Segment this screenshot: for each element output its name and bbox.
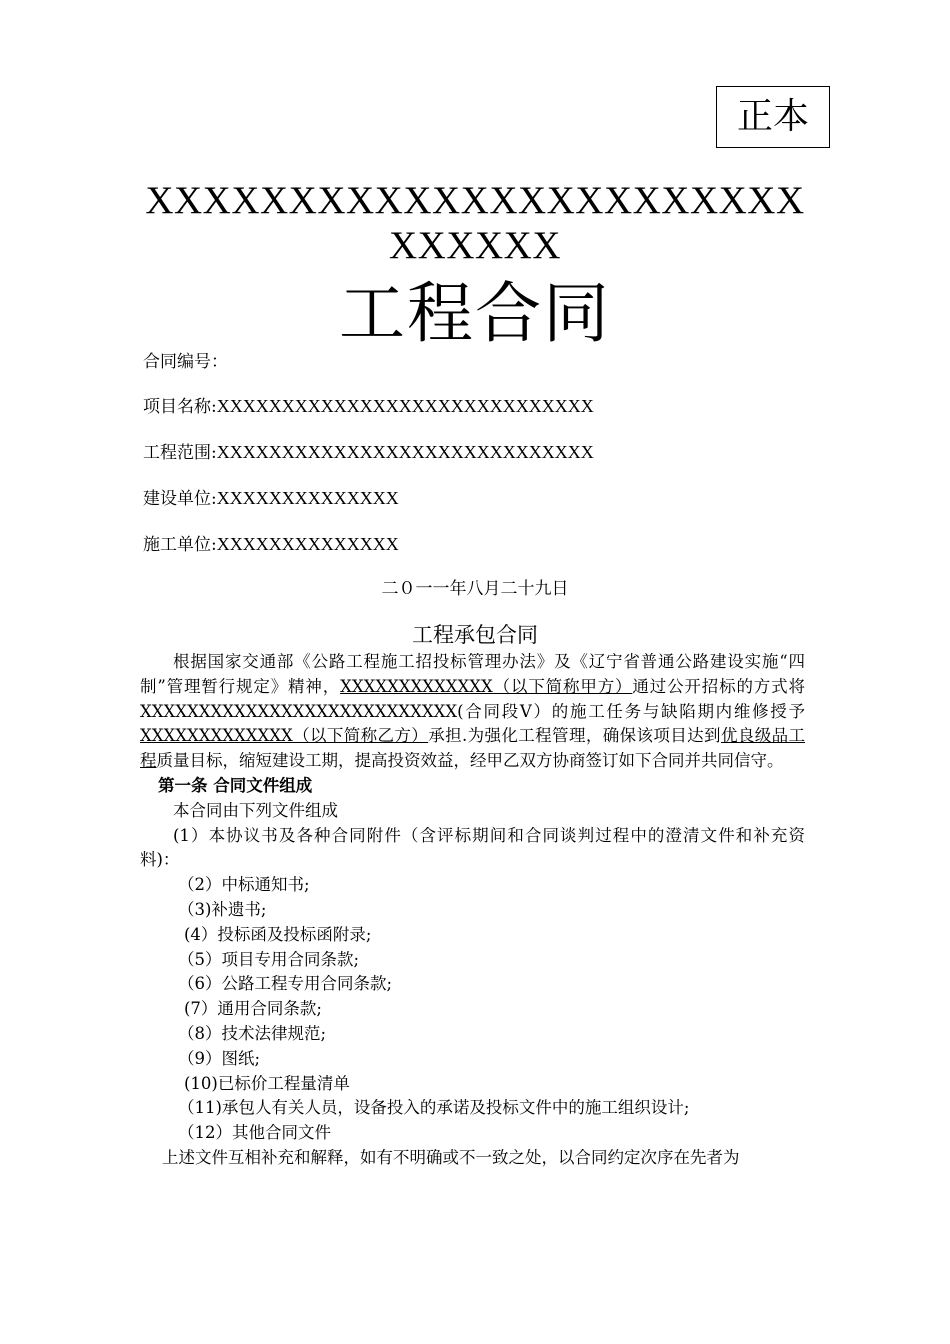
list-item: （3)补遗书; <box>178 899 267 919</box>
info-row-owner <box>143 487 399 510</box>
info-row-contractor <box>143 533 399 556</box>
list-item: （6）公路工程专用合同条款; <box>178 974 393 994</box>
list-item: （12）其他合同文件 <box>178 1123 331 1143</box>
list-item: (1）本协议书及各种合同附件（含评标期间和合同谈判过程中的澄清文件和补充资料)： <box>140 825 805 870</box>
project-title: XXXXXXXXXXXXXXXXXXXXXXXXXXXXX <box>145 179 805 267</box>
list-item: （5）项目专用合同条款; <box>178 949 360 969</box>
intro-text: 质量目标，缩短建设工期，提高投资效益，经甲乙双方协商签订如下合同并共同信守。 <box>156 751 784 771</box>
document-title: 工程合同 <box>339 275 611 352</box>
section-title: 工程承包合同 <box>412 623 538 647</box>
quality-target: 优良级品工程 <box>140 726 805 771</box>
list-item: （9）图纸; <box>178 1048 261 1068</box>
info-label: 建设单位: <box>143 489 217 509</box>
info-row-contract-no <box>143 350 228 373</box>
info-value: XXXXXXXXXXXXXXXXXXXXXXXXXXXXX <box>216 396 594 416</box>
info-value: XXXXXXXXXXXXXX <box>216 488 399 508</box>
list-item: （8）技术法律规范; <box>178 1023 327 1043</box>
party-a: XXXXXXXXXXXXX（以下简称甲方） <box>340 676 633 696</box>
list-item: (7）通用合同条款; <box>184 999 322 1019</box>
info-row-project-name <box>143 395 594 418</box>
article-heading: 第一条 合同文件组成 <box>158 775 313 795</box>
info-label: 项目名称: <box>143 397 217 417</box>
article-lead: 本合同由下列文件组成 <box>173 800 338 820</box>
info-label: 合同编号： <box>143 352 228 372</box>
info-label: 工程范围: <box>143 443 217 463</box>
list-item: （2）中标通知书; <box>178 875 310 895</box>
intro-paragraph <box>140 650 805 774</box>
info-row-scope <box>143 441 594 464</box>
closing-paragraph: 上述文件互相补充和解释，如有不明确或不一致之处，以合同约定次序在先者为 <box>162 1147 740 1167</box>
list-item: (10)已标价工程量清单 <box>184 1073 350 1093</box>
intro-text: 通过公开招标的方式将XXXXXXXXXXXXXXXXXXXXXXXXXXX(合同段Ⅴ）的施工任务与缺陷期内维修授予 <box>140 676 805 721</box>
contract-body <box>140 650 805 1171</box>
intro-text: 根据国家交通部《公路工程施工招投标管理办法》及《辽宁省普通公路建设实施“四制”管理暂行规定》精神， <box>140 652 805 696</box>
info-value: XXXXXXXXXXXXXXXXXXXXXXXXXXXXX <box>216 442 594 462</box>
list-item: （11)承包人有关人员，设备投入的承诺及投标文件中的施工组织设计; <box>178 1098 690 1118</box>
intro-text: 承担.为强化工程管理，确保该项目达到 <box>428 726 721 746</box>
info-label: 施工单位: <box>143 535 217 555</box>
party-b: XXXXXXXXXXXXX（以下简称乙方） <box>140 726 429 746</box>
contract-date: 二０一一年八月二十九日 <box>381 579 569 599</box>
list-item: (4）投标函及投标函附录; <box>184 924 372 944</box>
info-value: XXXXXXXXXXXXXX <box>216 534 399 554</box>
original-copy-stamp: 正本 <box>716 86 830 148</box>
